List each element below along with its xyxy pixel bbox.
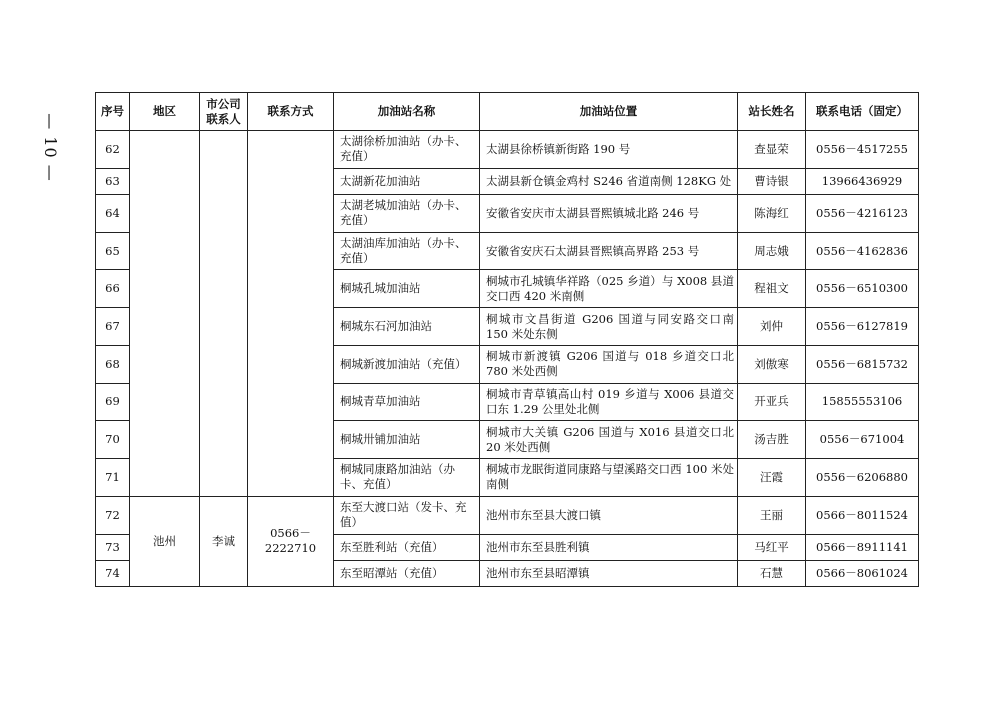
cell-phone: 0556－6206880 [806,459,919,497]
cell-seq: 73 [96,534,130,560]
header-phone: 联系电话（固定） [806,93,919,131]
table-header-row [96,93,919,131]
header-region: 地区 [130,93,200,131]
cell-contact-person-anqing [200,131,248,497]
cell-region: 池州 [130,496,200,586]
cell-phone: 0556－4162836 [806,232,919,270]
cell-manager: 马红平 [738,534,806,560]
cell-manager: 石慧 [738,560,806,586]
cell-phone: 0556－6815732 [806,345,919,383]
header-station-name: 加油站名称 [334,93,480,131]
cell-phone: 0556－4517255 [806,131,919,169]
cell-station-location: 池州市东至县胜利镇 [480,534,738,560]
cell-contact-person: 李诚 [200,496,248,586]
cell-seq: 69 [96,383,130,421]
cell-seq: 68 [96,345,130,383]
cell-station-name: 桐城青草加油站 [334,383,480,421]
cell-phone: 0556－6510300 [806,270,919,308]
cell-phone: 0556－6127819 [806,308,919,346]
page-number [40,92,60,202]
cell-station-location: 安徽省安庆市太湖县晋熙镇城北路 246 号 [480,194,738,232]
cell-station-name: 桐城同康路加油站（办卡、充值） [334,459,480,497]
cell-seq: 71 [96,459,130,497]
cell-seq: 65 [96,232,130,270]
cell-station-location: 桐城市大关镇 G206 国道与 X016 县道交口北 20 米处西侧 [480,421,738,459]
header-contact-method: 联系方式 [248,93,334,131]
cell-seq: 62 [96,131,130,169]
cell-phone: 13966436929 [806,168,919,194]
cell-station-location: 池州市东至县大渡口镇 [480,496,738,534]
header-seq: 序号 [96,93,130,131]
cell-manager: 陈海红 [738,194,806,232]
cell-manager: 开亚兵 [738,383,806,421]
table-row [96,496,919,534]
cell-seq: 66 [96,270,130,308]
cell-station-location: 桐城市孔城镇华祥路（025 乡道）与 X008 县道交口西 420 米南侧 [480,270,738,308]
cell-station-name: 桐城新渡加油站（充值） [334,345,480,383]
header-contact-person: 市公司联系人 [200,93,248,131]
cell-station-name: 桐城东石河加油站 [334,308,480,346]
cell-station-name: 太湖老城加油站（办卡、充值） [334,194,480,232]
cell-contact-method-anqing [248,131,334,497]
cell-phone: 0556－4216123 [806,194,919,232]
cell-phone: 0556－671004 [806,421,919,459]
cell-station-location: 安徽省安庆石太湖县晋熙镇高界路 253 号 [480,232,738,270]
cell-phone: 0566－8061024 [806,560,919,586]
cell-manager: 曹诗银 [738,168,806,194]
cell-station-name: 桐城孔城加油站 [334,270,480,308]
cell-manager: 查显荣 [738,131,806,169]
cell-manager: 刘仲 [738,308,806,346]
cell-station-location: 桐城市新渡镇 G206 国道与 018 乡道交口北 780 米处西侧 [480,345,738,383]
header-station-location: 加油站位置 [480,93,738,131]
cell-seq: 72 [96,496,130,534]
cell-seq: 64 [96,194,130,232]
table-row [96,131,919,169]
cell-station-location: 桐城市青草镇高山村 019 乡道与 X006 县道交口东 1.29 公里处北侧 [480,383,738,421]
cell-station-location: 桐城市龙眠街道同康路与望溪路交口西 100 米处南侧 [480,459,738,497]
page-number-text: — 10 — [40,112,60,182]
cell-manager: 王丽 [738,496,806,534]
cell-station-name: 桐城卅铺加油站 [334,421,480,459]
cell-station-name: 东至胜利站（充值） [334,534,480,560]
header-manager-name: 站长姓名 [738,93,806,131]
cell-manager: 刘傲寒 [738,345,806,383]
cell-station-location: 太湖县徐桥镇新街路 190 号 [480,131,738,169]
cell-manager: 汤吉胜 [738,421,806,459]
cell-phone: 0566－8911141 [806,534,919,560]
cell-station-location: 桐城市文昌街道 G206 国道与同安路交口南 150 米处东侧 [480,308,738,346]
cell-contact-method: 0566－2222710 [248,496,334,586]
cell-manager: 周志娥 [738,232,806,270]
cell-station-location: 池州市东至县昭潭镇 [480,560,738,586]
cell-phone: 0566－8011524 [806,496,919,534]
cell-seq: 67 [96,308,130,346]
cell-seq: 63 [96,168,130,194]
cell-station-name: 东至大渡口站（发卡、充值） [334,496,480,534]
cell-manager: 汪霞 [738,459,806,497]
cell-station-location: 太湖县新仓镇金鸡村 S246 省道南侧 128KG 处 [480,168,738,194]
cell-region-anqing [130,131,200,497]
gas-station-table [95,92,919,587]
cell-seq: 70 [96,421,130,459]
cell-station-name: 东至昭潭站（充值） [334,560,480,586]
cell-station-name: 太湖油库加油站（办卡、充值） [334,232,480,270]
cell-manager: 程祖文 [738,270,806,308]
cell-station-name: 太湖新花加油站 [334,168,480,194]
cell-phone: 15855553106 [806,383,919,421]
cell-station-name: 太湖徐桥加油站（办卡、充值） [334,131,480,169]
cell-seq: 74 [96,560,130,586]
